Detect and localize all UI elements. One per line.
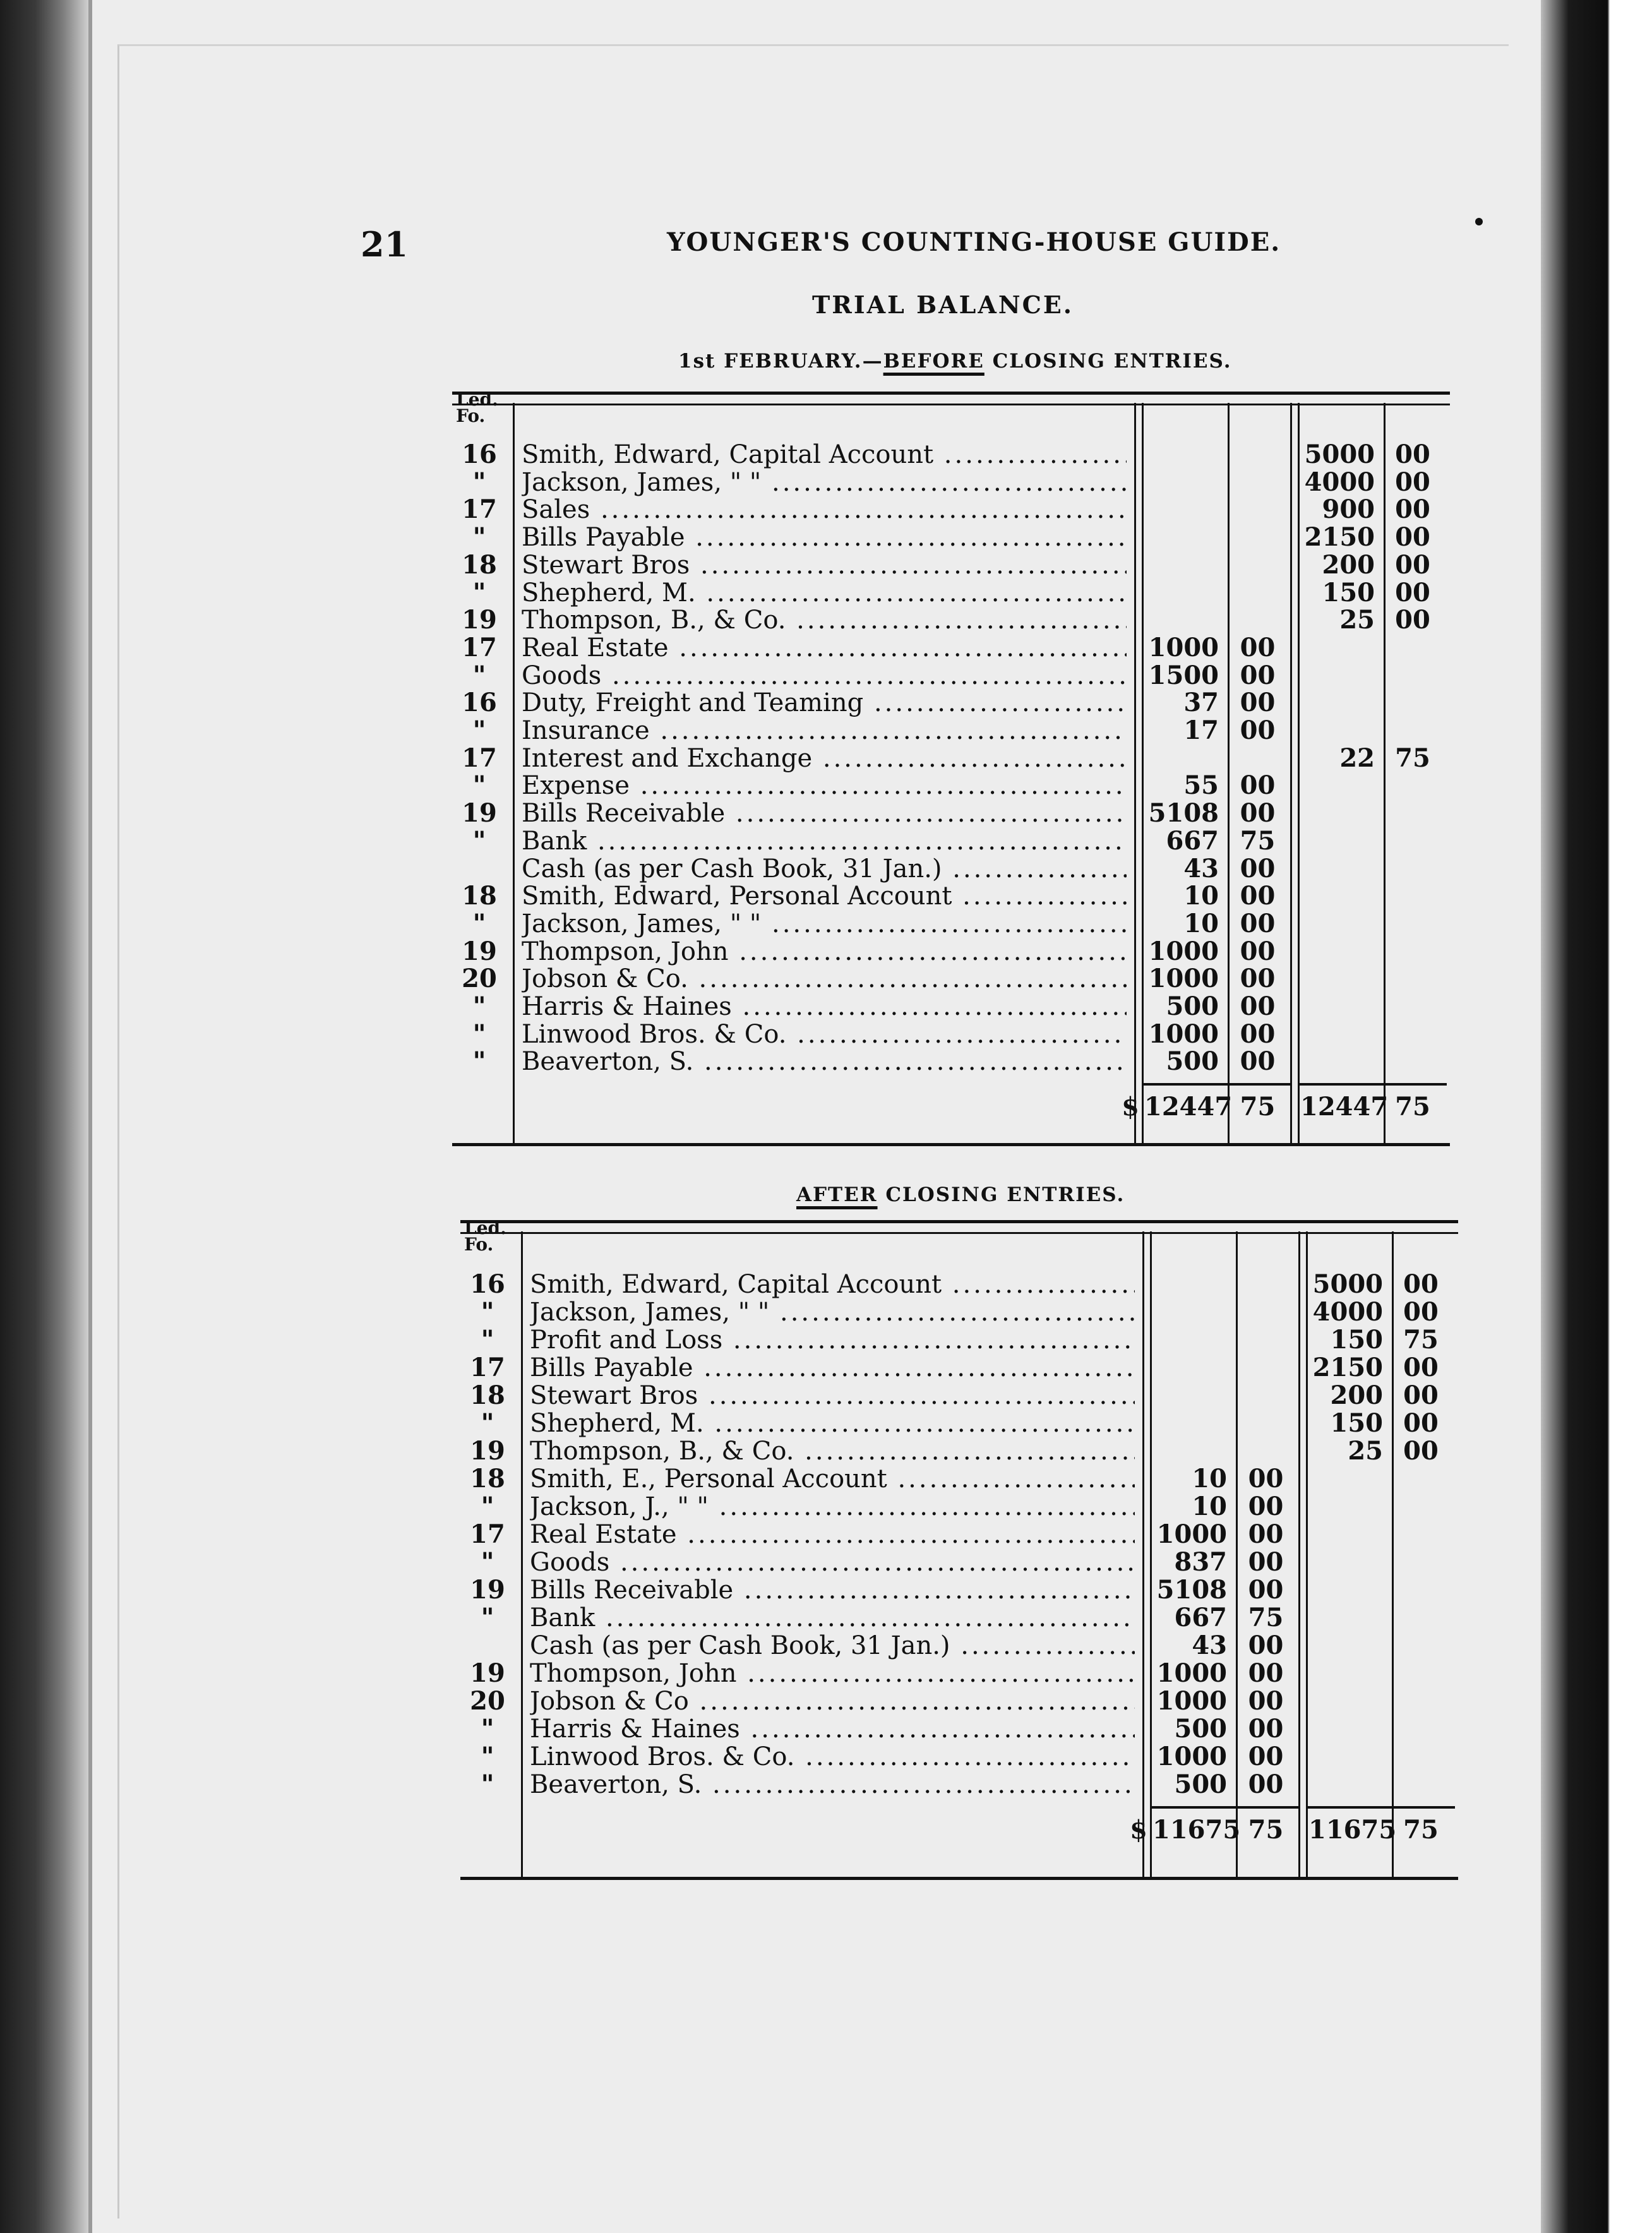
credit-dollars: 150 <box>1330 1325 1383 1355</box>
ledger-row <box>452 634 1450 662</box>
account-name: Insurance ..... <box>522 717 1127 745</box>
debit-cents: 00 <box>1248 1631 1284 1660</box>
debit-dollars: 500 <box>1166 1046 1219 1077</box>
ledger-folio: 19 <box>470 1658 505 1688</box>
debit-dollars: 1000 <box>1156 1742 1227 1771</box>
before-subhead-date: 1st FEBRUARY.— <box>678 350 883 373</box>
ledger-folio: 18 <box>462 881 497 911</box>
ledger-folio: " <box>472 1046 486 1077</box>
ledger-folio: " <box>472 770 486 801</box>
total-debit-cents: 75 <box>1248 1815 1284 1845</box>
ledger-folio: " <box>481 1297 494 1327</box>
debit-dollars: 1000 <box>1148 1019 1219 1049</box>
ledger-folio: " <box>472 991 486 1021</box>
credit-dollars: 5000 <box>1304 440 1375 469</box>
ledger-row <box>452 551 1450 579</box>
account-name: Smith, Edward, Capital Account ..... <box>530 1271 1135 1298</box>
debit-dollars: 5108 <box>1156 1575 1227 1605</box>
ledger-row <box>452 965 1450 993</box>
credit-cents: 00 <box>1395 440 1430 469</box>
account-name: Thompson, John ..... <box>522 938 1127 966</box>
credit-dollars: 22 <box>1339 743 1375 773</box>
account-name: Shepherd, M. ..... <box>530 1410 1135 1437</box>
account-name: Goods ..... <box>530 1548 1135 1576</box>
total-debit-dollars: 12447 <box>1144 1092 1233 1122</box>
ledger-folio: " <box>481 1714 494 1744</box>
credit-dollars: 150 <box>1330 1408 1383 1438</box>
account-name: Beaverton, S. ..... <box>522 1048 1127 1075</box>
ledger-column-rule <box>1150 1231 1152 1880</box>
credit-cents: 00 <box>1403 1269 1439 1299</box>
debit-dollars: 43 <box>1183 853 1219 883</box>
debit-cents: 00 <box>1248 1519 1284 1549</box>
ledger-total-row <box>452 1093 1450 1121</box>
ledger-row <box>460 1382 1458 1410</box>
total-credit-cents: 75 <box>1403 1815 1439 1845</box>
ledger-folio: " <box>481 1325 494 1355</box>
debit-cents: 00 <box>1248 1658 1284 1688</box>
account-name: Smith, E., Personal Account ..... <box>530 1465 1135 1493</box>
ledger-row <box>452 717 1450 745</box>
ledger-folio: 19 <box>462 605 497 635</box>
ledger-row <box>452 910 1450 938</box>
ledger-row <box>460 1632 1458 1660</box>
folio-header-led: Led. <box>456 389 498 410</box>
account-name: Profit and Loss ..... <box>530 1326 1135 1354</box>
account-name: Duty, Freight and Teaming ..... <box>522 689 1127 717</box>
debit-cents: 00 <box>1240 688 1276 718</box>
ledger-folio: " <box>481 1769 494 1799</box>
account-name: Bills Receivable ..... <box>530 1576 1135 1604</box>
ledger-row <box>452 496 1450 524</box>
ledger-folio: 17 <box>470 1353 505 1382</box>
debit-cents: 00 <box>1240 660 1276 690</box>
debit-cents: 00 <box>1240 936 1276 966</box>
ledger-folio: 17 <box>470 1519 505 1549</box>
ledger-column-rule <box>1236 1231 1238 1880</box>
credit-dollars: 5000 <box>1312 1269 1383 1299</box>
debit-dollars: 10 <box>1192 1492 1227 1521</box>
ledger-folio: 19 <box>470 1575 505 1605</box>
account-name: Real Estate ..... <box>530 1521 1135 1548</box>
ledger-row <box>452 745 1450 772</box>
ledger-row <box>460 1715 1458 1743</box>
total-rule <box>1150 1806 1298 1809</box>
ledger-folio: 19 <box>462 936 497 966</box>
account-name: Thompson, John ..... <box>530 1660 1135 1687</box>
ledger-row <box>460 1687 1458 1715</box>
credit-dollars: 200 <box>1330 1380 1383 1410</box>
credit-cents: 75 <box>1395 743 1430 773</box>
currency-sign: $ <box>1130 1815 1147 1845</box>
ledger-folio: " <box>481 1742 494 1771</box>
ledger-row <box>460 1410 1458 1437</box>
account-name: Linwood Bros. & Co. ..... <box>530 1743 1135 1771</box>
account-name: Jobson & Co ..... <box>530 1687 1135 1715</box>
ledger-after <box>460 1220 1458 1880</box>
folio-header-led: Led. <box>464 1218 506 1238</box>
debit-cents: 00 <box>1248 1686 1284 1716</box>
ledger-folio: 17 <box>462 743 497 773</box>
ledger-row <box>452 882 1450 910</box>
credit-cents: 00 <box>1395 467 1430 497</box>
ledger-folio: " <box>481 1547 494 1577</box>
account-name: Real Estate ..... <box>522 634 1127 662</box>
debit-cents: 00 <box>1248 1547 1284 1577</box>
ledger-before <box>452 389 1450 1146</box>
account-name: Smith, Edward, Capital Account ..... <box>522 441 1127 469</box>
ledger-folio: " <box>472 908 486 938</box>
debit-cents: 00 <box>1240 991 1276 1021</box>
page-number: 21 <box>361 224 409 265</box>
debit-cents: 00 <box>1240 1046 1276 1077</box>
account-name: Jackson, James, " " ..... <box>530 1298 1135 1326</box>
account-name: Bills Payable ..... <box>522 524 1127 551</box>
debit-cents: 00 <box>1248 1575 1284 1605</box>
credit-cents: 00 <box>1403 1297 1439 1327</box>
scan-left-edge <box>0 0 88 2233</box>
ledger-top-rule <box>460 1218 1458 1238</box>
ledger-row <box>452 469 1450 496</box>
debit-dollars: 43 <box>1192 1631 1227 1660</box>
ledger-folio: 16 <box>470 1269 505 1299</box>
credit-cents: 00 <box>1395 577 1430 608</box>
page-title: TRIAL BALANCE. <box>812 290 1074 319</box>
before-subhead <box>678 350 1232 373</box>
ledger-folio: " <box>472 577 486 608</box>
before-subhead-rest: CLOSING ENTRIES. <box>984 350 1232 373</box>
ledger-folio: " <box>472 660 486 690</box>
ledger-folio: 16 <box>462 440 497 469</box>
debit-dollars: 1000 <box>1156 1686 1227 1716</box>
credit-cents: 00 <box>1395 605 1430 635</box>
ledger-folio: 19 <box>470 1436 505 1466</box>
debit-cents: 00 <box>1240 632 1276 662</box>
account-name: Smith, Edward, Personal Account ..... <box>522 882 1127 910</box>
credit-cents: 00 <box>1395 549 1430 580</box>
debit-cents: 00 <box>1248 1492 1284 1521</box>
credit-cents: 75 <box>1403 1325 1439 1355</box>
credit-dollars: 900 <box>1322 494 1375 525</box>
ledger-folio: 19 <box>462 798 497 829</box>
ledger-folio: 16 <box>462 688 497 718</box>
account-name: Thompson, B., & Co. ..... <box>522 606 1127 634</box>
debit-dollars: 500 <box>1174 1714 1227 1744</box>
debit-cents: 00 <box>1240 770 1276 801</box>
ledger-row <box>452 938 1450 966</box>
debit-dollars: 5108 <box>1148 798 1219 829</box>
ledger-folio-header <box>456 389 498 426</box>
account-name: Harris & Haines ..... <box>530 1715 1135 1743</box>
account-name: Expense ..... <box>522 772 1127 799</box>
total-credit-cents: 75 <box>1395 1092 1430 1122</box>
ledger-top-rule <box>452 392 1450 405</box>
credit-cents: 00 <box>1403 1408 1439 1438</box>
ledger-column-rule <box>1298 403 1300 1146</box>
ledger-folio: " <box>481 1408 494 1438</box>
debit-cents: 00 <box>1248 1769 1284 1799</box>
credit-cents: 00 <box>1403 1380 1439 1410</box>
debit-cents: 00 <box>1240 715 1276 745</box>
credit-dollars: 200 <box>1322 549 1375 580</box>
credit-cents: 00 <box>1403 1436 1439 1466</box>
ledger-folio: " <box>472 825 486 856</box>
total-rule <box>1142 1083 1290 1086</box>
ledger-folio: " <box>481 1492 494 1521</box>
ledger-row <box>452 799 1450 827</box>
before-subhead-keyword: BEFORE <box>883 350 985 373</box>
debit-cents: 00 <box>1248 1464 1284 1494</box>
ledger-row <box>460 1354 1458 1382</box>
account-name: Stewart Bros ..... <box>522 551 1127 579</box>
debit-dollars: 10 <box>1183 908 1219 938</box>
account-name: Harris & Haines ..... <box>522 993 1127 1021</box>
account-name: Jobson & Co. ..... <box>522 965 1127 993</box>
debit-dollars: 10 <box>1192 1464 1227 1494</box>
ledger-column-rule <box>1142 403 1144 1146</box>
total-debit-dollars: 11675 <box>1152 1815 1241 1845</box>
ledger-column-rule <box>1228 403 1230 1146</box>
account-name: Jackson, James, " " ..... <box>522 910 1127 938</box>
folio-header-fo: Fo. <box>456 405 486 426</box>
ledger-row <box>460 1493 1458 1521</box>
credit-cents: 00 <box>1395 522 1430 553</box>
debit-cents: 00 <box>1240 853 1276 883</box>
credit-dollars: 150 <box>1322 577 1375 608</box>
total-credit-dollars: 11675 <box>1308 1815 1397 1845</box>
ink-dot <box>1475 218 1483 225</box>
folio-header-fo: Fo. <box>464 1234 494 1255</box>
debit-dollars: 55 <box>1183 770 1219 801</box>
ledger-folio: 18 <box>470 1464 505 1494</box>
ledger-row <box>460 1437 1458 1465</box>
after-subhead-keyword: AFTER <box>796 1183 878 1206</box>
ledger-column-rule <box>1142 1231 1144 1880</box>
debit-dollars: 1500 <box>1148 660 1219 690</box>
debit-dollars: 1000 <box>1148 936 1219 966</box>
ledger-row <box>452 1021 1450 1048</box>
account-name: Bills Payable ..... <box>530 1354 1135 1382</box>
ledger-folio: 20 <box>462 964 497 994</box>
ledger-row <box>452 1048 1450 1075</box>
ledger-row <box>452 441 1450 469</box>
ledger-column-rule <box>1298 1231 1300 1880</box>
ledger-folio-header <box>464 1220 506 1253</box>
credit-cents: 00 <box>1395 494 1430 525</box>
debit-dollars: 37 <box>1183 688 1219 718</box>
ledger-row <box>460 1521 1458 1548</box>
total-rule <box>1306 1806 1455 1809</box>
ledger-folio: 18 <box>462 549 497 580</box>
ledger-row <box>452 827 1450 855</box>
ledger-row <box>452 606 1450 634</box>
debit-dollars: 837 <box>1174 1547 1227 1577</box>
ledger-folio: " <box>472 467 486 497</box>
ledger-folio: 17 <box>462 632 497 662</box>
credit-dollars: 25 <box>1339 605 1375 635</box>
debit-cents: 00 <box>1240 908 1276 938</box>
ledger-row <box>460 1326 1458 1354</box>
debit-cents: 00 <box>1248 1742 1284 1771</box>
credit-dollars: 25 <box>1348 1436 1383 1466</box>
ledger-column-rule <box>521 1231 523 1880</box>
debit-dollars: 1000 <box>1148 632 1219 662</box>
debit-dollars: 17 <box>1183 715 1219 745</box>
ledger-row <box>460 1743 1458 1771</box>
credit-dollars: 2150 <box>1304 522 1375 553</box>
ledger-row <box>452 662 1450 690</box>
ledger-bottom-rule <box>460 1877 1458 1880</box>
ledger-row <box>460 1604 1458 1632</box>
ledger-column-rule <box>1290 403 1292 1146</box>
debit-dollars: 1000 <box>1156 1519 1227 1549</box>
debit-cents: 00 <box>1240 798 1276 829</box>
account-name: Jackson, James, " " ..... <box>522 469 1127 496</box>
account-name: Bank ..... <box>522 827 1127 855</box>
account-name: Thompson, B., & Co. ..... <box>530 1437 1135 1465</box>
ledger-folio: 17 <box>462 494 497 525</box>
total-debit-cents: 75 <box>1240 1092 1276 1122</box>
account-name: Cash (as per Cash Book, 31 Jan.) ..... <box>522 855 1127 883</box>
ledger-folio: " <box>472 522 486 553</box>
scan-right-edge <box>1541 0 1652 2233</box>
after-subhead <box>796 1183 1125 1206</box>
account-name: Linwood Bros. & Co. ..... <box>522 1021 1127 1048</box>
credit-cents: 00 <box>1403 1353 1439 1382</box>
ledger-row <box>460 1271 1458 1298</box>
ledger-column-rule <box>1384 403 1386 1146</box>
currency-sign: $ <box>1122 1092 1139 1122</box>
debit-cents: 00 <box>1240 881 1276 911</box>
account-name: Interest and Exchange ..... <box>522 745 1127 772</box>
total-credit-dollars: 12447 <box>1300 1092 1389 1122</box>
ledger-folio: " <box>472 1019 486 1049</box>
ledger-total-row <box>460 1816 1458 1844</box>
account-name: Bills Receivable ..... <box>522 799 1127 827</box>
account-name: Sales ..... <box>522 496 1127 524</box>
ledger-row <box>452 579 1450 607</box>
ledger-column-rule <box>1306 1231 1308 1880</box>
ledger-folio: " <box>481 1603 494 1632</box>
account-name: Goods ..... <box>522 662 1127 690</box>
ledger-column-rule <box>513 403 515 1146</box>
account-name: Bank ..... <box>530 1604 1135 1632</box>
debit-cents: 75 <box>1248 1603 1284 1632</box>
account-name: Cash (as per Cash Book, 31 Jan.) ..... <box>530 1632 1135 1660</box>
book-page <box>88 0 1541 2233</box>
ledger-row <box>452 772 1450 799</box>
ledger-folio: 20 <box>470 1686 505 1716</box>
debit-cents: 75 <box>1240 825 1276 856</box>
credit-dollars: 4000 <box>1312 1297 1383 1327</box>
ledger-row <box>452 689 1450 717</box>
total-rule <box>1298 1083 1447 1086</box>
debit-dollars: 667 <box>1166 825 1219 856</box>
debit-dollars: 1000 <box>1156 1658 1227 1688</box>
debit-cents: 00 <box>1240 964 1276 994</box>
ledger-column-rule <box>1392 1231 1394 1880</box>
ledger-bottom-rule <box>452 1143 1450 1146</box>
ledger-row <box>460 1660 1458 1687</box>
ledger-row <box>460 1465 1458 1493</box>
credit-dollars: 4000 <box>1304 467 1375 497</box>
ledger-row <box>452 993 1450 1021</box>
debit-cents: 00 <box>1240 1019 1276 1049</box>
ledger-row <box>460 1548 1458 1576</box>
debit-dollars: 500 <box>1166 991 1219 1021</box>
account-name: Stewart Bros ..... <box>530 1382 1135 1410</box>
credit-dollars: 2150 <box>1312 1353 1383 1382</box>
account-name: Shepherd, M. ..... <box>522 579 1127 607</box>
debit-dollars: 500 <box>1174 1769 1227 1799</box>
after-subhead-rest: CLOSING ENTRIES. <box>877 1183 1125 1206</box>
ledger-row <box>460 1771 1458 1799</box>
debit-dollars: 10 <box>1183 881 1219 911</box>
ledger-row <box>452 855 1450 883</box>
debit-dollars: 1000 <box>1148 964 1219 994</box>
account-name: Jackson, J., " " ..... <box>530 1493 1135 1521</box>
account-name: Beaverton, S. ..... <box>530 1771 1135 1799</box>
ledger-folio: 18 <box>470 1380 505 1410</box>
running-head: YOUNGER'S COUNTING-HOUSE GUIDE. <box>667 227 1281 257</box>
ledger-row <box>452 524 1450 551</box>
ledger-column-rule <box>1134 403 1136 1146</box>
ledger-row <box>460 1298 1458 1326</box>
ledger-row <box>460 1576 1458 1604</box>
ledger-folio: " <box>472 715 486 745</box>
debit-cents: 00 <box>1248 1714 1284 1744</box>
debit-dollars: 667 <box>1174 1603 1227 1632</box>
